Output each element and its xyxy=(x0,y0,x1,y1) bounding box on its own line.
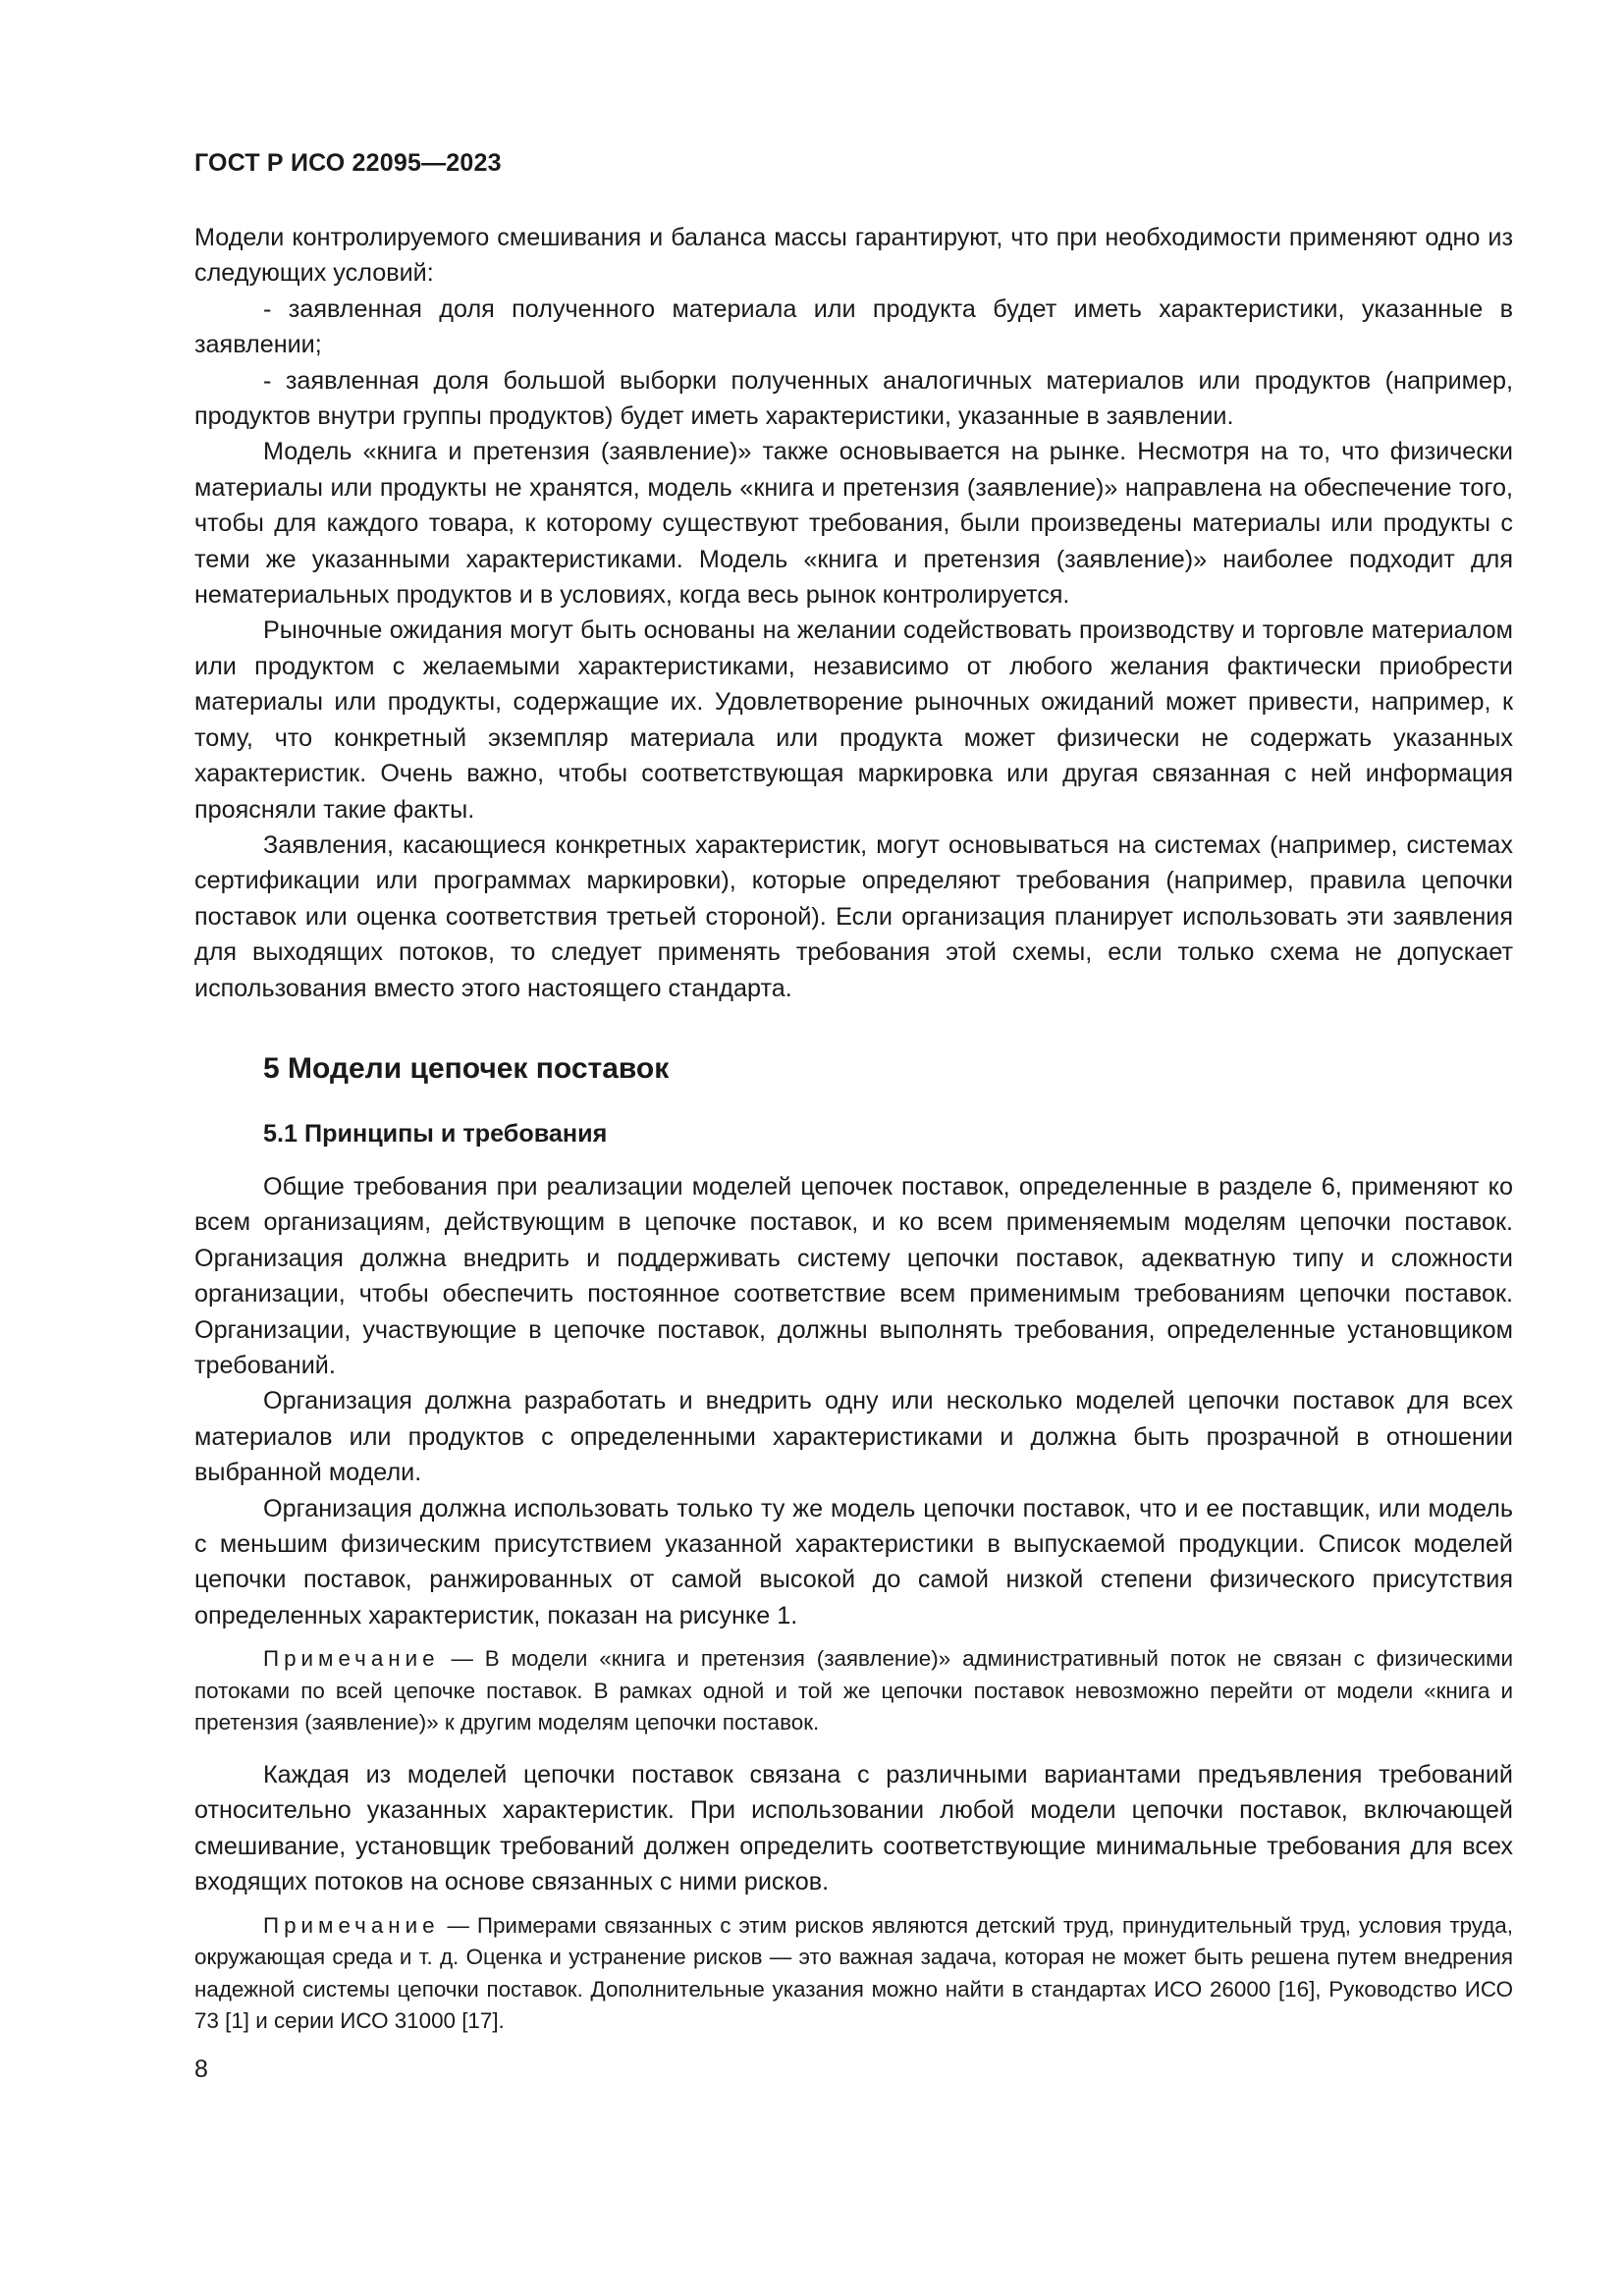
page-number: 8 xyxy=(194,2056,208,2083)
intro-list-item-1: - заявленная доля полученного материала или продукта будет иметь характеристики, указанные в заявлении; xyxy=(194,294,1513,359)
note-2-label: Примечание xyxy=(263,1912,440,1938)
subsection-title: 5.1 Принципы и требования xyxy=(263,1119,608,1148)
section-paragraph-3: Организация должна использовать только ту же модель цепочки поставок, что и ее поставщик, или модель с меньшим физическим присутствием указанной характеристики в выпускаемой продукции. Список моделей цепочки поставок, ранжированных от самой высокой до самой низкой степени физического присутствия определенных характеристик, показан на рисунке 1. xyxy=(194,1494,1513,1629)
document-body xyxy=(194,220,1513,2056)
standard-code-header: ГОСТ Р ИСО 22095—2023 xyxy=(194,149,502,177)
section-title: 5 Модели цепочек поставок xyxy=(263,1051,670,1085)
section-paragraph-1: Общие требования при реализации моделей цепочек поставок, определенные в разделе 6, применяют ко всем организациям, действующим в цепочке поставок, и ко всем применяемым моделям цепочки поставок. Организация должна внедрить и поддерживать систему цепочки поставок, адекватную типу и сложности организации, чтобы обеспечить постоянное соответствие всем применимым требованиям цепочки поставок. Организации, участвующие в цепочке поставок, должны выполнять требования, определенные установщиком требований. xyxy=(194,1172,1513,1379)
note-2 xyxy=(194,1910,1513,2038)
note-1 xyxy=(194,1643,1513,1739)
intro-paragraph-1: Модели контролируемого смешивания и баланса массы гарантируют, что при необходимости применяют одно из следующих условий: xyxy=(194,224,1513,288)
paragraph-after-note: Каждая из моделей цепочки поставок связана с различными вариантами предъявления требований относительно указанных характеристик. При использовании любой модели цепочки поставок, включающей смешивание, установщик требований должен определить соответствующие минимальные требования для всех входящих потоков на основе связанных с ними рисков. xyxy=(194,1761,1513,1896)
section-paragraph-2: Организация должна разработать и внедрить одну или несколько моделей цепочки поставок для всех материалов или продуктов с определенными характеристиками и должна быть прозрачной в отношении выбранной модели. xyxy=(194,1387,1513,1487)
note-1-label: Примечание xyxy=(263,1646,440,1672)
intro-paragraph-book-and-claim: Модель «книга и претензия (заявление)» также основывается на рынке. Несмотря на то, что физически материалы или продукты не хранятся, модель «книга и претензия (заявление)» направлена на обеспечение того, чтобы для каждого товара, к которому существуют требования, были произведены материалы или продукты с теми же указанными характеристиками. Модель «книга и претензия (заявление)» наиболее подходит для нематериальных продуктов и в условиях, когда весь рынок контролируется. xyxy=(194,438,1513,610)
intro-paragraph-market-expectations: Рыночные ожидания могут быть основаны на желании содействовать производству и торговле материалом или продуктом с желаемыми характеристиками, независимо от любого желания фактически приобрести материалы или продукты, содержащие их. Удовлетворение рыночных ожиданий может привести, например, к тому, что конкретный экземпляр материала или продукта может физически не содержать указанных характеристик. Очень важно, чтобы соответствующая маркировка или другая связанная с ней информация проясняли такие факты. xyxy=(194,616,1513,824)
intro-paragraph-claims: Заявления, касающиеся конкретных характеристик, могут основываться на системах (например, системах сертификации или программах маркировки), которые определяют требования (например, правила цепочки поставок или оценка соответствия третьей стороной). Если организация планирует использовать эти заявления для выходящих потоков, то следует применять требования этой схемы, если только схема не допускает использования вместо этого настоящего стандарта. xyxy=(194,830,1513,1002)
note-1-text: — В модели «книга и претензия (заявление)» административный поток не связан с физическими потоками по всей цепочке поставок. В рамках одной и той же цепочки поставок невозможно перейти от модели «книга и претензия (заявление)» к другим моделям цепочки поставок. xyxy=(194,1646,1513,1735)
intro-list-item-2: - заявленная доля большой выборки полученных аналогичных материалов или продуктов (например, продуктов внутри группы продуктов) будет иметь характеристики, указанные в заявлении. xyxy=(194,366,1513,431)
note-2-text: — Примерами связанных с этим рисков являются детский труд, принудительный труд, условия труда, окружающая среда и т. д. Оценка и устранение рисков — это важная задача, которая не может быть решена путем внедрения надежной системы цепочки поставок. Дополнительные указания можно найти в стандартах ИСО 26000 [16], Руководство ИСО 73 [1] и серии ИСО 31000 [17]. xyxy=(194,1912,1513,2034)
